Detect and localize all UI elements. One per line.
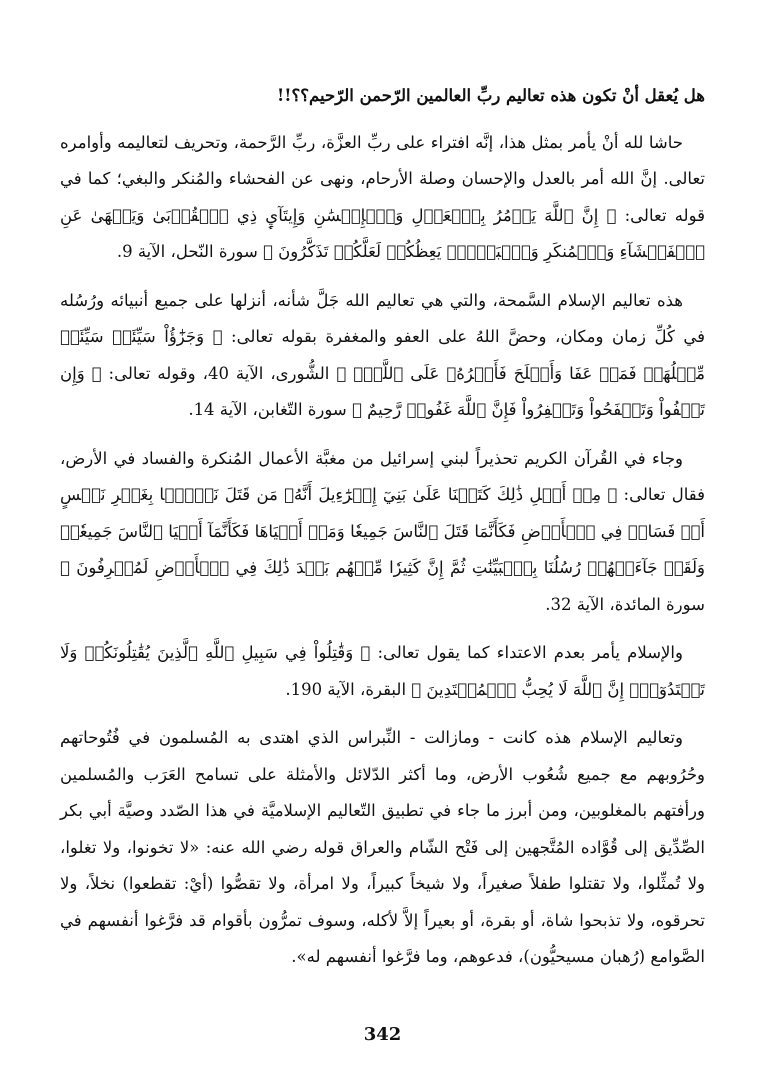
paragraph-no-aggression: والإسلام يأمر بعدم الاعتداء كما يقول تعالى: ﴿ وَقَٰتِلُواْ فِي سَبِيلِ ٱللَّهِ ٱلَّذِينَ يُقَٰتِلُونَكُمۡ وَلَا تَعۡتَدُوٓاْۚ إِنَّ ٱللَّهَ لَا يُحِبُّ ٱلۡمُعۡتَدِينَ ﴾ البقرة، الآية 190. [60, 643, 705, 699]
paragraph-question: هل يُعقل أنْ تكون هذه تعاليم ربِّ العالمين الرّحمن الرّحيم؟؟!! [276, 86, 705, 105]
paragraph-forgiveness: هذه تعاليم الإسلام السَّمحة، والتي هي تعاليم الله جَلَّ شأنه، أنزلها على جميع أنبيائه ورُسُله في كُلِّ زمان ومكان، وحضَّ اللهُ على العفو والمغفرة بقوله تعالى: ﴿ وَجَزَٰٓؤُاْ سَيِّئَةٖ سَيِّئَةٞ مِّثۡلُهَاۖ فَمَنۡ عَفَا وَأَصۡلَحَ فَأَجۡرُهُۥ عَلَى ٱللَّهِۚ ﴾ الشُّورى، الآية 40، وقوله تعالى: ﴿ وَإِن تَعۡفُواْ وَتَصۡفَحُواْ وَتَغۡفِرُواْ فَإِنَّ ٱللَّهَ غَفُورٞ رَّحِيمٌ ﴾ سورة التّغابن، الآية 14. [60, 290, 705, 419]
paragraph-justice: حاشا لله أنْ يأمر بمثل هذا، إنَّه افتراء على ربِّ العزَّة، ربِّ الرَّحمة، وتحريف لتعاليمه وأوامره تعالى. إنَّ الله أمر بالعدل والإحسان وصلة الأرحام، ونهى عن الفحشاء والمُنكر والبغي؛ كما في قوله تعالى: ﴿ إِنَّ ٱللَّهَ يَأۡمُرُ بِٱلۡعَدۡلِ وَٱلۡإِحۡسَٰنِ وَإِيتَآيِٕ ذِي ٱلۡقُرۡبَىٰ وَيَنۡهَىٰ عَنِ ٱلۡفَحۡشَآءِ وَٱلۡمُنكَرِ وَٱلۡبَغۡيِۚ يَعِظُكُمۡ لَعَلَّكُمۡ تَذَكَّرُونَ ﴾ سورة النّحل، الآية 9. [60, 132, 705, 261]
paragraph-abu-bakr: وتعاليم الإسلام هذه كانت - ومازالت - النِّبراس الذي اهتدى به المُسلمون في فُتُوحاتهم وحُرُوبهم مع جميع شُعُوب الأرض، وما أكثر الدّلائل والأمثلة على تسامح العَرَب والمُسلمين ورأفتهم بالمغلوبين، ومن أبرز ما جاء في تطبيق التّعاليم الإسلاميَّة في هذا الصّدد وصيَّة أبي بكر الصِّدِّيق إلى قُوَّاده المُتَّجهين إلى فَتْح الشّام والعراق قوله رضي الله عنه: «لا تخونوا، ولا تغلوا، ولا تُمثِّلوا، ولا تقتلوا طفلاً صغيراً، ولا شيخاً كبيراً، ولا امرأة، ولا تقصُّوا (أيْ: تقطعوا) نخلاً، ولا تحرقوه، ولا تذبحوا شاة، أو بقرة، أو بعيراً إلاَّ لأكله، وسوف تمرُّون بأقوام قد فرَّغوا أنفسهم في الصَّوامع (رُهبان مسيحيُّون)، فدعوهم، وما فرَّغوا أنفسهم له». [60, 728, 705, 966]
document-body [60, 78, 705, 988]
page-number: 342 [363, 1024, 402, 1045]
paragraph-israel-warning: وجاء في القُرآن الكريم تحذيراً لبني إسرائيل من مغبَّة الأعمال المُنكرة والفساد في الأرض، فقال تعالى: ﴿ مِنۡ أَجۡلِ ذَٰلِكَ كَتَبۡنَا عَلَىٰ بَنِيٓ إِسۡرَٰٓءِيلَ أَنَّهُۥ مَن قَتَلَ نَفۡسَۢا بِغَيۡرِ نَفۡسٍ أَوۡ فَسَادٖ فِي ٱلۡأَرۡضِ فَكَأَنَّمَا قَتَلَ ٱلنَّاسَ جَمِيعٗا وَمَنۡ أَحۡيَاهَا فَكَأَنَّمَآ أَحۡيَا ٱلنَّاسَ جَمِيعٗاۚ وَلَقَدۡ جَآءَتۡهُمۡ رُسُلُنَا بِٱلۡبَيِّنَٰتِ ثُمَّ إِنَّ كَثِيرٗا مِّنۡهُم بَعۡدَ ذَٰلِكَ فِي ٱلۡأَرۡضِ لَمُسۡرِفُونَ ﴾ سورة المائدة، الآية 32. [60, 448, 705, 614]
